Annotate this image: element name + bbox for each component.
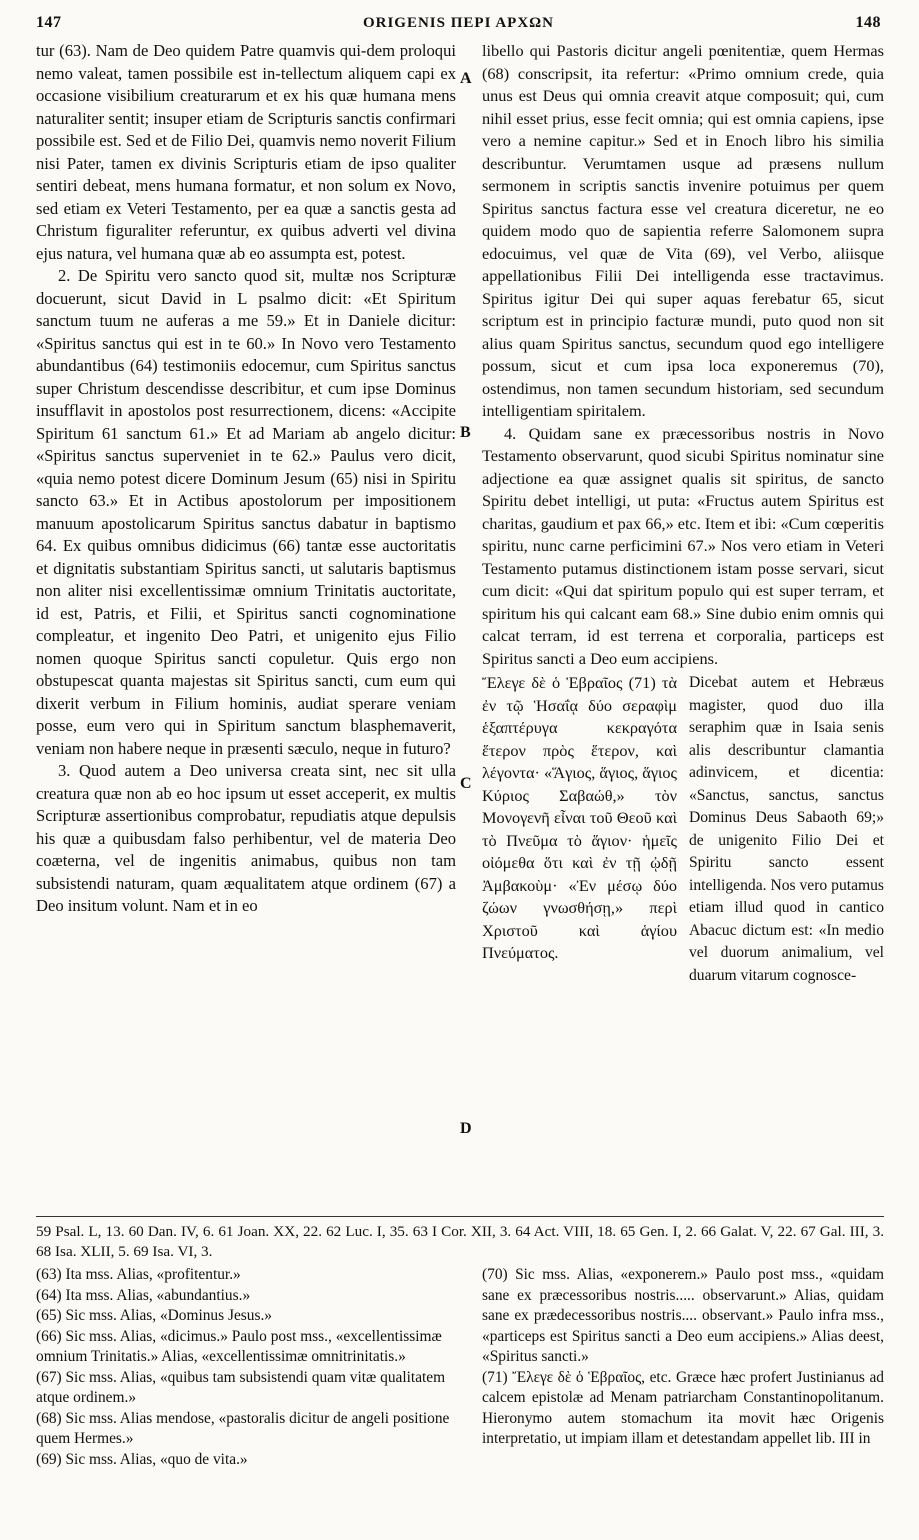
footnote: (66) Sic mss. Alias, «dicimus.» Paulo post mss., «excellentissimæ omnium Trinitatis.» Alias, «excellentissimæ omnitrinitatis.» xyxy=(36,1327,442,1365)
running-header xyxy=(36,6,881,40)
running-title: ORIGENIS ΠΕΡΙ ΑΡΧΩΝ xyxy=(362,14,555,31)
margin-marker-d: D xyxy=(460,1120,472,1137)
latin-parallel-text: Dicebat autem et Hebræus magister, quod duo illa seraphim quæ in Isaia senis alis describuntur clamantia adinvicem, et dicentia: «Sanctus, sanctus, sanctus Dominus Deus Sabaoth 69;» de unigenito Filio Dei et Spiritu sancto essent intelligenda. Nos vero putamus etiam illud quod in cantico Abacuc dictum est: «In medio vel duorum animalium, vel duarum vitarum cognosce- xyxy=(689,674,884,984)
footnote-rule xyxy=(36,1216,884,1217)
footnote: (65) Sic mss. Alias, «Dominus Jesus.» xyxy=(36,1307,272,1324)
left-paragraph-2: 2. De Spiritu vero sancto quod sit, multæ nos Scripturæ docuerunt, sicut David in L psalmo dicit: «Et Spiritum sanctum tuum ne auferas a me 59.» Et in Daniele dicitur: «Spiritus sanctus qui est in te 60.» In Novo vero Testamento abundantibus (64) testimoniis edocemur, cum Spiritus sanctus super Christum descendisse describitur, et cum ipse Dominus insufflavit in apostolos post resurrectionem, dicens: «Accipite Spiritum 61 sanctum 61.» Et ad Mariam ab angelo dicitur: «Spiritus sanctus superveniet in te 62.» Paulus vero dicit, «quia nemo potest dicere Dominum Jesum (65) nisi in Spiritu sancto 63.» Et in Actibus apostolorum per impositionem manuum apostolicarum Spiritus sanctus dabatur in baptismo 64. Ex quibus omnibus didicimus (66) tantæ esse auctoritatis et dignitatis substantiam Spiritus sancti, ut salutaris baptismus non aliter nisi excellentissimæ omnium Trinitatis auctoritate, id est, Patris, et Filii, et Spiritus sancti cognominatione compleatur, et ingenito Deo Patri, et unigenito ejus Filio nomen quoque Spiritus sancti copuletur. Quis ergo non obstupescat quanta majestas sit Spiritus sancti, cum eum qui dixerit verbum in Filium hominis, audiat sperare veniam posse, eum vero qui in Spiritum sanctum blasphemaverit, veniam non habere neque in præsenti sæculo, neque in futuro? xyxy=(36,266,456,758)
footnote: (63) Ita mss. Alias, «profitentur.» xyxy=(36,1266,241,1283)
left-paragraph-3: 3. Quod autem a Deo universa creata sint, nec sit ulla creatura quæ non ab eo hoc ipsum ut esset acceperit, ex multis Scripturæ assertionibus comprobatur, repudiatis atque depulsis his quæ a quibusdam falso perhibentur, vel de materia Deo coæterna, vel de ingenitis animabus, quibus non tam subsistendi naturam, quam æqualitatem atque ordinem (67) a Deo insitum volunt. Nam et in eo xyxy=(36,761,456,915)
right-paragraph-2: 4. Quidam sane ex præcessoribus nostris in Novo Testamento observarunt, quod sicubi Spiritus nominatur sine adjectione ea quæ assignet qualis sit spiritus, de sancto Spiritu debet intelligi, ut puta: «Fructus autem Spiritus est charitas, gaudium et pax 66,» etc. Item et ibi: «Cum cœperitis spiritu, nunc carne perficimini 67.» Nos vero etiam in Veteri Testamento putamus distinctionem istam posse servari, sicut cum dicit: «Qui dat spiritum populo qui est super terram, et spiritum his qui calcant eam 68.» Sine dubio enim omnis qui calcat terram, id est terrena et corporalia, particeps est Spiritus sancti a Deo eum accipiens. xyxy=(482,423,884,668)
margin-marker-a: A xyxy=(460,70,472,87)
left-paragraph-1: tur (63). Nam de Deo quidem Patre quamvis qui-dem proloqui nemo valeat, tamen possibile est in-tellectum aliquem capi ex occasione visibilium creaturarum et ex his quæ humana mens naturaliter sentit; insuper etiam de Scripturis sanctis confirmari possibile est. Sed et de Filio Dei, quamvis nemo noverit Filium nisi Pater, tamen ex divinis Scripturis etiam de ipso qualiter sentiri debeat, mens humana formatur, et non solum ex Novo, sed etiam ex Veteri Testamento, per ea quæ a sanctis gesta ad Christum figuraliter referuntur, ex quibus adverti vel divina ejus natura, vel humana quæ ab eo assumpta est, potest. xyxy=(36,41,456,263)
parallel-text xyxy=(482,672,884,987)
left-column xyxy=(36,40,456,918)
margin-marker-c: C xyxy=(460,775,472,792)
footnote: (67) Sic mss. Alias, «quibus tam subsistendi quam vitæ qualitatem atque ordinem.» xyxy=(36,1368,446,1406)
footnote: (71) Ἔλεγε δὲ ὁ Ἑβραῖος, etc. Græce hæc profert Justinianus ad calcem epistolæ ad Menam patriarcham Constantinopolitanum. Hieronymo autem stomachum ita movit hæc Origenis interpretatio, ut impiam illam et detestandam appellet lib. III in xyxy=(482,1368,884,1447)
greek-text: Ἔλεγε δὲ ὁ Ἑβραῖος (71) τὰ ἐν τῷ Ἡσαΐᾳ δύο σεραφὶμ ἑξαπτέρυγα κεκραγότα ἕτερον πρὸς ἕτερον, καὶ λέγοντα· «Ἅγιος, ἅγιος, ἅγιος Κύριος Σαβαώθ,» τὸν Μονογενῆ εἶναι τοῦ Θεοῦ καὶ τὸ Πνεῦμα τὸ ἅγιον· ἡμεῖς οἰόμεθα ὅτι καὶ ἐν τῇ ᾠδῇ Ἀμβακοὺμ· «Ἐν μέσῳ δύο ζώων γνωσθήσῃ,» περὶ Χριστοῦ καὶ ἁγίου Πνεύματος. xyxy=(482,673,677,962)
right-column xyxy=(482,40,884,987)
footnote: (68) Sic mss. Alias mendose, «pastoralis dicitur de angeli positione quem Hermes.» xyxy=(36,1409,450,1447)
right-page-number: 148 xyxy=(855,14,881,31)
right-paragraph-1: libello qui Pastoris dicitur angeli pœnitentiæ, quem Hermas (68) conscripsit, ita refertur: «Primo omnium crede, quia unus est Deus qui omnia creavit atque composuit; qui, cum nihil esset prius, esse fecit omnia; qui est omnia capiens, ipse vero a nemine capitur.» Sed et in Enoch libro his similia describuntur. Verumtamen usque ad præsens nullum sermonem in scriptis sanctis invenire potuimus per quem Spiritus sanctus factura esse vel creatura diceretur, ne eo quidem modo quo de sapientia referre Salomonem supra edocuimus, vel quæ de Vita (69), vel Verbo, aliisque appellationibus Filii Dei intelligenda esse tractavimus. Spiritus igitur Dei qui super aquas ferebatur 65, sicut scriptum est in principio facturæ mundi, puto quod non sit alius quam Spiritus sanctus, secundum quod ego intelligere possum, sicut et cum ipsa loca exponeremus (70), ostendimus, non tamen secundum historiam, sed secundum intelligentiam spiritalem. xyxy=(482,41,884,420)
scripture-references: 59 Psal. L, 13. 60 Dan. IV, 6. 61 Joan. XX, 22. 62 Luc. I, 35. 63 I Cor. XII, 3. 64 Act. VIII, 18. 65 Gen. I, 2. 66 Galat. V, 22. 67 Gal. III, 3. 68 Isa. XLII, 5. 69 Isa. VI, 3. xyxy=(36,1223,884,1260)
margin-marker-b: B xyxy=(460,424,471,441)
footnote: (69) Sic mss. Alias, «quo de vita.» xyxy=(36,1450,248,1468)
footnotes-left xyxy=(36,1265,456,1470)
footnote: (70) Sic mss. Alias, «exponerem.» Paulo post mss., «quidam sane ex præcessoribus nostris..... observarunt.» Alias, quidam sane ex prædecessoribus nostris.... observant.» Paulo infra mss., «particeps est Spiritus sancti a Deo eum accipiens.» Alias deest, «Spiritus sancti.» xyxy=(482,1266,884,1365)
footnote: (64) Ita mss. Alias, «abundantius.» xyxy=(36,1286,251,1304)
footnotes-right xyxy=(482,1265,884,1450)
left-page-number: 147 xyxy=(36,14,62,31)
